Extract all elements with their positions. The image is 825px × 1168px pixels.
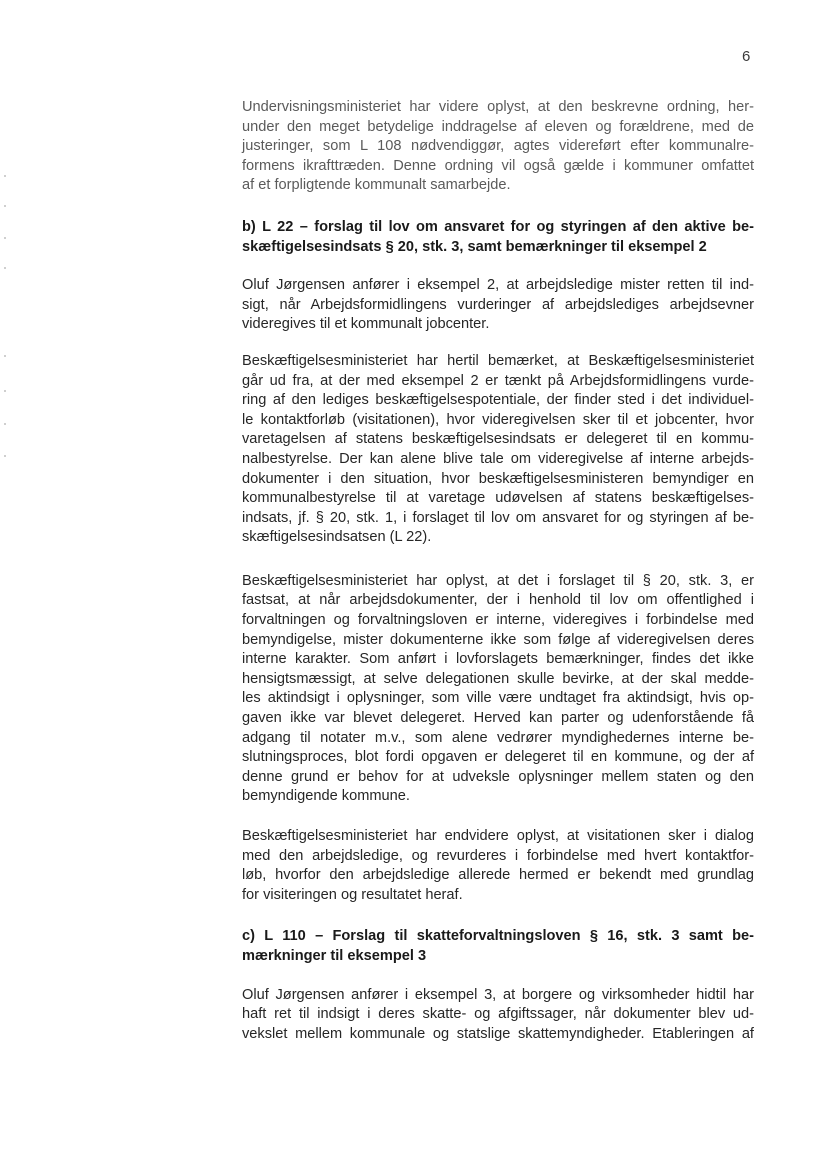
text-line: Beskæftigelsesministeriet har oplyst, at det i forslaget til § 20, stk. 3, er — [242, 572, 754, 589]
text-line: hensigtsmæssigt, at selve delegationen skulle bevirke, at der skal medde- — [242, 670, 754, 687]
document-body — [242, 98, 754, 1044]
text-line: bemyndigende kommune. — [242, 788, 410, 805]
text-line: for visiteringen og resultatet heraf. — [242, 886, 463, 903]
text-line: af et forpligtende kommunalt samarbejde. — [242, 177, 511, 194]
scan-margin-marks — [4, 175, 8, 475]
text-line: sigt, når Arbejdsformidlingens vurderinger af arbejdslediges arbejdsevner — [242, 296, 754, 313]
text-line: forvaltningen og forvaltningsloven er interne, videregives i forbindelse med — [242, 612, 754, 629]
heading-line: c) L 110 – Forslag til skatteforvaltningsloven § 16, stk. 3 samt be- — [242, 928, 754, 945]
heading-line: mærkninger til eksempel 3 — [242, 947, 427, 964]
text-line: fastsat, at når arbejdsdokumenter, der i henhold til lov om offentlighed i — [242, 592, 754, 609]
text-line: bemyndigelse, mister dokumenterne ikke som følge af videregivelsen deres — [242, 631, 754, 648]
paragraph-oluf-eksempel-3 — [242, 986, 754, 1045]
text-line: slutningsproces, blot fordi opgaven er delegeret til en kommune, og der af — [242, 749, 754, 766]
text-line: formens ikrafttræden. Denne ordning vil også gælde i kommuner omfattet — [242, 157, 754, 174]
text-line: indsats, jf. § 20, stk. 1, i forslaget til lov om ansvaret for og styringen af be- — [242, 509, 754, 526]
text-line: vekslet mellem kommunale og statslige skattemyndigheder. Etableringen af — [242, 1025, 754, 1042]
text-line: varetagelsen af statens beskæftigelsesindsats er delegeret til en kommu- — [242, 431, 754, 448]
text-line: adgang til notater m.v., som alene vedrører myndighedernes interne be- — [242, 729, 754, 746]
text-line: les aktindsigt i oplysninger, som ville være undtaget fra aktindsigt, hvis op- — [242, 690, 754, 707]
text-line: under den meget betydelige inddragelse af eleven og forældrene, med de — [242, 118, 754, 135]
text-line: denne grund er behov for at udveksle oplysninger mellem staten og den — [242, 768, 754, 785]
text-line: dokumenter i den situation, hvor beskæftigelsesministeren bemyndiger en — [242, 470, 754, 487]
text-line: kommunalbestyrelse til at varetage udøvelsen af statens beskæftigelses- — [242, 490, 754, 507]
section-heading-b — [242, 218, 754, 257]
text-line: haft ret til indsigt i deres skatte- og afgiftssager, når dokumenter blev ud- — [242, 1006, 754, 1023]
text-line: skæftigelsesindsatsen (L 22). — [242, 529, 432, 546]
paragraph-oluf-eksempel-2 — [242, 276, 754, 335]
heading-line: skæftigelsesindsats § 20, stk. 3, samt bemærkninger til eksempel 2 — [242, 238, 707, 255]
paragraph-undervisning — [242, 98, 754, 196]
paragraph-visitation — [242, 827, 754, 905]
paragraph-beskaeftigelse-bemaerket — [242, 352, 754, 548]
text-line: interne karakter. Som anført i lovforslagets bemærkninger, findes det ikke — [242, 651, 754, 668]
text-line: Beskæftigelsesministeriet har endvidere oplyst, at visitationen sker i dialog — [242, 828, 754, 844]
text-line: Oluf Jørgensen anfører i eksempel 3, at borgere og virksomheder hidtil har — [242, 986, 754, 1003]
text-line: nalbestyrelse. Der kan alene blive tale om videregivelse af interne arbejds- — [242, 450, 754, 467]
text-line: går ud fra, at der med eksempel 2 er tænkt på Arbejdsformidlingens vurde- — [242, 372, 754, 389]
section-heading-c — [242, 927, 754, 966]
paragraph-beskaeftigelse-oplyst — [242, 572, 754, 807]
text-line: gaven ikke var blevet delegeret. Herved kan parter og udenforstående få — [242, 710, 754, 727]
text-line: videregives til et kommunalt jobcenter. — [242, 316, 490, 333]
text-line: Beskæftigelsesministeriet har hertil bemærket, at Beskæftigelsesministeriet — [242, 352, 754, 369]
text-line: justeringer, som L 108 nødvendiggør, agtes videreført efter kommunalre- — [242, 138, 754, 155]
text-line: løb, hvorfor den arbejdsledige allerede hermed er bekendt med grundlag — [242, 867, 754, 884]
text-line: le kontaktforløb (visitationen), hvor videregivelsen sker til et jobcenter, hvor — [242, 411, 754, 428]
text-line: Oluf Jørgensen anfører i eksempel 2, at arbejdsledige mister retten til ind- — [242, 277, 754, 294]
page-number: 6 — [742, 48, 751, 65]
text-line: ring af den lediges beskæftigelsespotentiale, der finder sted i det individuel- — [242, 392, 754, 409]
text-line: Undervisningsministeriet har videre oplyst, at den beskrevne ordning, her- — [242, 99, 754, 115]
heading-line: b) L 22 – forslag til lov om ansvaret for og styringen af den aktive be- — [242, 218, 754, 235]
text-line: med den arbejdsledige, og revurderes i forbindelse med hvert kontaktfor- — [242, 847, 754, 864]
